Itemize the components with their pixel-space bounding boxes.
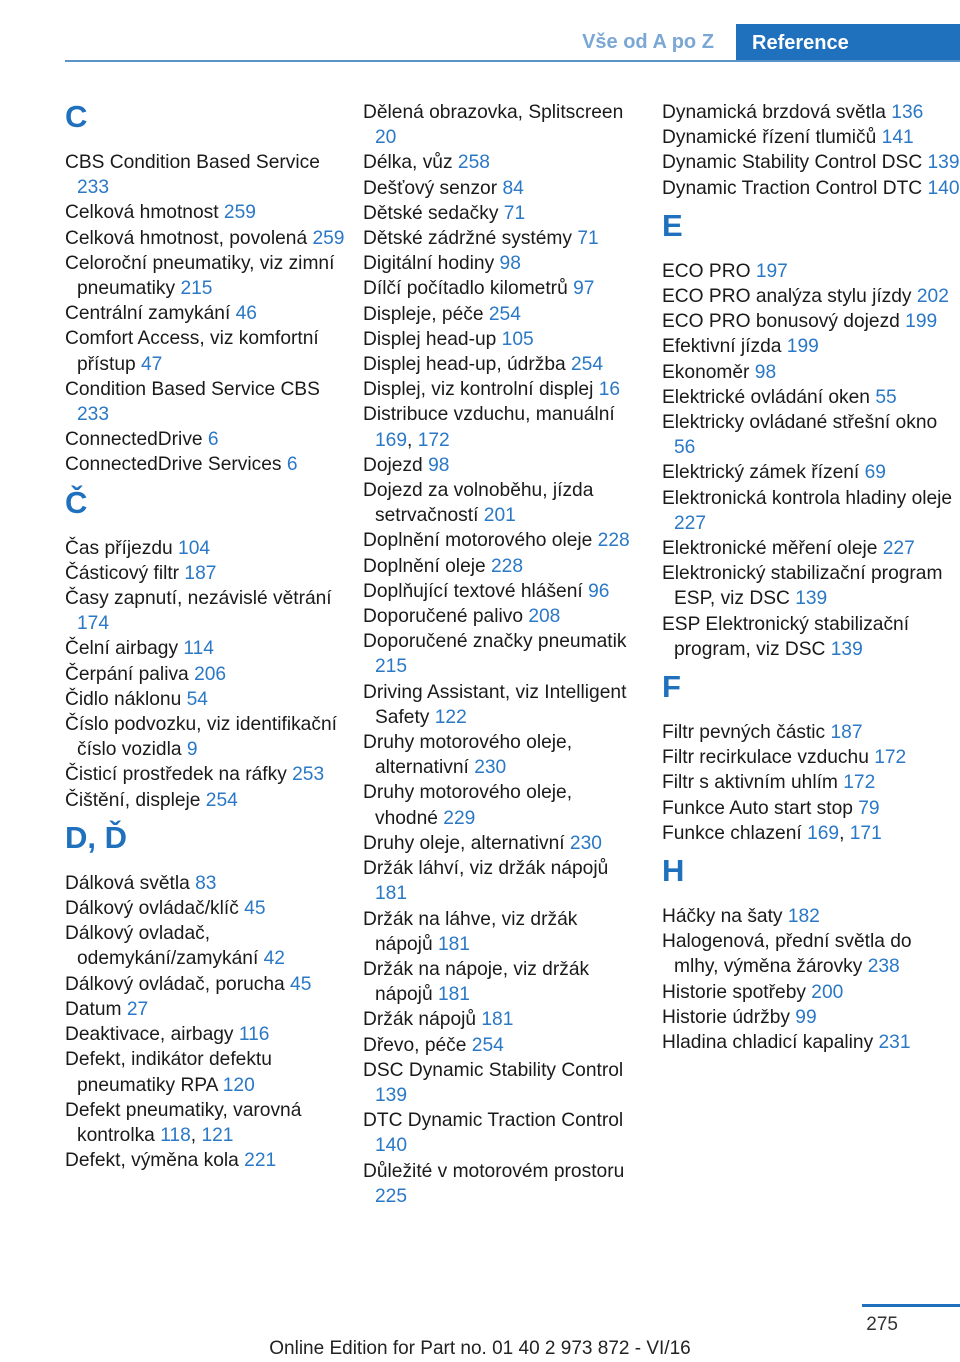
entry-text: Držák na láhve, viz držák nápojů [363,908,578,955]
index-entry [65,427,355,452]
index-entry [363,730,635,780]
page-link[interactable]: 105 [501,328,534,350]
index-entry [363,1033,635,1058]
index-entry [363,907,635,957]
index-entry [65,536,355,561]
page-link[interactable]: 181 [375,883,408,905]
index-entry [65,972,355,997]
entry-text: Dálkový ovládač/klíč [65,898,245,920]
entry-text: Držák láhví, viz držák nápojů [363,858,609,880]
index-entry [662,536,960,561]
page-link[interactable]: 254 [488,303,521,325]
index-entry [363,226,635,251]
index-entry [662,176,960,201]
page-link[interactable]: 253 [292,764,325,786]
page-link[interactable]: 182 [787,906,820,928]
page-link[interactable]: 98 [428,454,450,476]
index-entry [363,276,635,301]
index-entry [662,125,960,150]
page-separator: , [190,1124,202,1146]
entry-text: Funkce Auto start stop [662,797,859,819]
page-link[interactable]: 199 [786,336,819,358]
entry-text: Filtr s aktivním uhlím [662,772,844,794]
index-entry [65,997,355,1022]
entry-text: Celková hmotnost [65,202,224,224]
page-link[interactable]: 71 [577,228,599,250]
index-entry [65,251,355,301]
entry-text: Doporučené značky pneumatik [363,631,627,653]
page-link[interactable]: 84 [502,177,524,199]
entry-text: ConnectedDrive [65,429,208,451]
page-link[interactable]: 201 [483,505,516,527]
entry-text: Deaktivace, airbagy [65,1024,239,1046]
index-entry [65,377,355,427]
entry-text: ECO PRO analýza stylu jízdy [662,286,917,308]
page-link[interactable]: 259 [312,227,345,249]
section-letter: H [662,853,685,889]
index-entry [662,796,960,821]
index-entry [363,176,635,201]
index-entry [662,929,960,979]
index-entry [65,301,355,326]
index-entry [662,561,960,611]
index-entry [662,284,960,309]
page-link[interactable]: 169 [375,429,408,451]
page-link[interactable]: 27 [126,998,149,1020]
entry-text: Důležité v motorovém prostoru [363,1160,625,1182]
entry-text: Filtr pevných částic [662,722,831,744]
index-entry [662,385,960,410]
page-link[interactable]: 96 [588,580,610,602]
page-link[interactable]: 120 [222,1074,255,1096]
page-link[interactable]: 233 [77,177,110,199]
page-link[interactable]: 56 [674,437,696,459]
index-entry [65,1022,355,1047]
index-entry [65,921,355,971]
index-entry [662,904,960,929]
page-link[interactable]: 122 [434,706,467,728]
page-link[interactable]: 221 [244,1150,277,1172]
entry-text: Elektricky ovládané střešní okno [662,412,938,434]
index-entry [65,687,355,712]
entry-text: Hladina chladicí kapaliny [662,1032,879,1054]
entry-text: Dynamic Stability Control DSC [662,152,928,174]
page-link[interactable]: 238 [867,956,900,978]
index-entry [363,251,635,276]
page-link[interactable]: 187 [830,722,863,744]
page-link[interactable]: 54 [186,688,208,710]
page-link[interactable]: 42 [263,948,285,970]
page-link[interactable]: 254 [205,789,238,811]
page-link[interactable]: 206 [194,663,227,685]
page-link[interactable]: 215 [375,656,408,678]
entry-text: Druhy motorového oleje, vhodné [363,782,573,829]
edition-note: Online Edition for Part no. 01 40 2 973 872 - VI/16 [269,1338,691,1359]
page-link[interactable]: 208 [528,606,561,628]
page-separator: , [407,429,418,451]
page-link[interactable]: 46 [235,303,257,325]
index-entry [662,821,960,846]
page-link[interactable]: 172 [874,747,907,769]
index-section [662,209,960,662]
entry-text: Displeje, péče [363,303,489,325]
entry-text: Celoroční pneumatiky, viz zimní pneumatiky [65,252,335,300]
index-section [363,100,635,1209]
index-entry [65,871,355,896]
page-link[interactable]: 98 [499,253,521,275]
entry-text: Doplňující textové hlášení [363,580,589,602]
index-section [65,100,355,478]
index-entry [65,788,355,813]
page-link[interactable]: 140 [927,177,960,199]
entry-text: Čerpání paliva [65,663,195,685]
index-entry [65,586,355,636]
tab-reference[interactable]: Reference [736,24,960,62]
entry-text: Defekt, indikátor defektu pneumatiky RPA [65,1049,272,1096]
entry-text: Distribuce vzduchu, manuální [363,404,615,426]
entry-text: Displej, viz kontrolní displej [363,379,599,401]
page-link[interactable]: 136 [891,102,924,123]
entry-text: Driving Assistant, viz Intelligent Safety [363,681,627,728]
page-link[interactable]: 231 [878,1032,911,1054]
section-letter: E [662,207,683,243]
page-link[interactable]: 172 [843,772,876,794]
tab-section-title[interactable]: Vše od A po Z [582,31,714,53]
index-entry [363,478,635,528]
index-entry [363,377,635,402]
entry-text: Displej head-up, údržba [363,354,571,376]
index-section [662,670,960,846]
index-entry [662,720,960,745]
index-entry [662,460,960,485]
index-entry [363,302,635,327]
index-entry [65,452,355,477]
entry-text: Dojezd za volnoběhu, jízda setrvačností [363,480,594,527]
index-entry [662,486,960,536]
page-link[interactable]: 45 [244,898,266,920]
page-link[interactable]: 172 [417,429,450,451]
page-link[interactable]: 45 [290,973,312,995]
index-entry [363,402,635,452]
entry-text: Dálkový ovládač, porucha [65,973,291,995]
index-entry [662,309,960,334]
page-link[interactable]: 227 [674,512,707,534]
entry-text: DTC Dynamic Traction Control [363,1110,624,1132]
index-entry [662,1030,960,1055]
page-link[interactable]: 228 [597,530,630,552]
index-entry [65,896,355,921]
index-entry [65,1047,355,1097]
page-link[interactable]: 181 [481,1009,514,1031]
index-entry [363,957,635,1007]
entry-text: ECO PRO bonusový dojezd [662,311,906,333]
entry-text: CBS Condition Based Service [65,152,320,173]
entry-text: Čisticí prostředek na ráfky [65,764,293,786]
entry-text: Čelní airbagy [65,638,184,660]
page-link[interactable]: 20 [375,127,397,149]
index-entry [662,410,960,460]
page-link[interactable]: 215 [180,278,213,300]
entry-text: Háčky na šaty [662,906,788,928]
index-entry [662,745,960,770]
page-link[interactable]: 83 [195,872,217,894]
index-entry [363,554,635,579]
entry-text: Displej head-up [363,328,502,350]
index-section [65,486,355,813]
index-entry [363,856,635,906]
entry-text: Elektrický zámek řízení [662,462,865,484]
index-entry [65,561,355,586]
index-entry [65,636,355,661]
page-link[interactable]: 227 [882,538,915,560]
page-link[interactable]: 259 [223,202,256,224]
entry-text: ConnectedDrive Services [65,454,287,476]
entry-text: Dílčí počítadlo kilometrů [363,278,574,300]
entry-text: Filtr recirkulace vzduchu [662,747,875,769]
page-link[interactable]: 200 [811,981,844,1003]
page-separator: , [839,822,850,844]
page-link[interactable]: 139 [927,152,960,174]
entry-text: Dálková světla [65,872,196,894]
entry-text: Halogenová, přední světla do mlhy, výměna žárovky [662,931,912,978]
entry-text: Částicový filtr [65,562,185,584]
index-entry [363,453,635,478]
entry-text: Comfort Access, viz komfortní přístup [65,328,319,375]
index-entry [363,327,635,352]
index-entry [662,100,960,125]
page-link[interactable]: 199 [905,311,938,333]
footer-divider [862,1304,960,1307]
page-link[interactable]: 171 [849,822,882,844]
entry-text: Digitální hodiny [363,253,500,275]
page-link[interactable]: 71 [503,202,526,224]
page-link[interactable]: 202 [916,286,949,308]
entry-text: ESP Elektronický stabilizační program, viz DSC [662,613,910,660]
entry-text: Defekt pneumatiky, varovná kontrolka [65,1099,302,1146]
page-link[interactable]: 174 [77,613,110,635]
entry-text: Centrální zamykání [65,303,236,325]
entry-text: Dešťový senzor [363,177,503,199]
entry-text: DSC Dynamic Stability Control [363,1059,624,1081]
index-entry [65,1098,355,1148]
entry-text: Doplnění motorového oleje [363,530,598,552]
page-link[interactable]: 254 [471,1034,504,1056]
index-entry [363,352,635,377]
page-link[interactable]: 9 [186,739,198,761]
entry-text: Dětské zádržné systémy [363,228,578,250]
index-section [662,100,960,201]
page-link[interactable]: 47 [141,353,163,375]
entry-text: Historie spotřeby [662,981,812,1003]
index-entry [65,712,355,762]
page-link[interactable]: 187 [184,562,217,584]
entry-text: Dělená obrazovka, Splitscreen [363,102,624,123]
entry-text: Elektronická kontrola hladiny oleje [662,487,953,509]
index-entry [363,1108,635,1158]
index-entry [662,360,960,385]
entry-text: Délka, vůz [363,152,458,174]
page-link[interactable]: 169 [807,822,840,844]
page-link[interactable]: 230 [569,832,602,854]
index-entry [363,1159,635,1209]
index-column-2 [363,100,635,1209]
index-entry [363,680,635,730]
entry-text: Elektronický stabilizační program ESP, viz DSC [662,563,943,610]
page-link[interactable]: 181 [437,984,470,1006]
page-link[interactable]: 118 [160,1124,191,1146]
entry-text: Elektrické ovládání oken [662,386,876,408]
page-link[interactable]: 98 [754,361,777,383]
page-link[interactable]: 16 [598,379,621,401]
entry-text: Dětské sedačky [363,202,504,224]
index-entry [65,762,355,787]
index-entry [662,980,960,1005]
page-link[interactable]: 228 [491,555,524,577]
entry-text: Číslo podvozku, viz identifikační číslo vozidla [65,714,337,761]
page-link[interactable]: 139 [375,1084,408,1106]
entry-text: Ekonoměr [662,361,755,383]
entry-text: Celková hmotnost, povolená [65,227,313,249]
index-entry [363,579,635,604]
entry-text: Dojezd [363,454,429,476]
page-link[interactable]: 114 [183,638,214,660]
index-section [65,821,355,1173]
entry-text: Condition Based Service CBS [65,378,320,400]
page-link[interactable]: 97 [573,278,595,300]
entry-text: Dynamická brzdová světla [662,102,892,123]
index-entry [662,612,960,662]
header-divider [65,60,960,62]
entry-text: Dálkový ovladač, odemykání/zamykání [65,923,264,970]
page-link[interactable]: 69 [864,462,886,484]
index-entry [363,100,635,150]
entry-text: Datum [65,998,127,1020]
page-link[interactable]: 79 [858,797,880,819]
entry-text: Dynamic Traction Control DTC [662,177,928,199]
index-entry [662,770,960,795]
section-letter: C [65,99,88,134]
entry-text: Držák na nápoje, viz držák nápojů [363,958,590,1006]
index-entry [662,1005,960,1030]
index-column-3 [662,100,960,1055]
index-entry [662,334,960,359]
index-entry [363,1058,635,1108]
index-entry [65,326,355,376]
page-link[interactable]: 104 [178,537,211,559]
index-entry [363,528,635,553]
entry-text: Čidlo náklonu [65,688,187,710]
entry-text: Historie údržby [662,1006,796,1028]
page-link[interactable]: 230 [474,757,507,779]
header-bar [0,0,960,62]
section-letter: D, Ď [65,819,127,855]
index-entry [65,200,355,225]
section-letter: F [662,669,681,705]
index-entry [65,662,355,687]
entry-text: ECO PRO [662,260,756,282]
page-link[interactable]: 254 [571,354,604,376]
page-link[interactable]: 55 [875,386,897,408]
entry-text: Dřevo, péče [363,1034,472,1056]
entry-text: Funkce chlazení [662,822,808,844]
entry-text: Druhy oleje, alternativní [363,832,570,854]
index-entry [65,226,355,251]
page-link[interactable]: 139 [795,588,828,610]
index-entry [363,1007,635,1032]
entry-text: Druhy motorového oleje, alternativní [363,732,573,779]
index-entry [65,1148,355,1173]
section-letter: Č [65,484,88,520]
page-number: 275 [866,1314,898,1335]
index-entry [363,201,635,226]
index-entry [363,780,635,830]
index-entry [363,831,635,856]
page-link[interactable]: 6 [286,454,298,476]
page-link[interactable]: 225 [375,1185,408,1207]
page-link[interactable]: 141 [881,127,914,149]
entry-text: Doplnění oleje [363,555,492,577]
entry-text: Držák nápojů [363,1009,482,1031]
page-link[interactable]: 140 [375,1135,408,1157]
entry-text: Časy zapnutí, nezávislé větrání [65,588,332,610]
page-link[interactable]: 258 [457,152,490,174]
page-link[interactable]: 181 [437,933,470,955]
index-entry [65,150,355,200]
entry-text: Doporučené palivo [363,606,529,628]
page-link[interactable]: 197 [755,260,788,282]
index-entry [363,150,635,175]
index-entry [363,604,635,629]
index-entry [662,150,960,175]
page-link[interactable]: 116 [238,1024,270,1046]
page-link[interactable]: 229 [443,807,476,829]
page-link[interactable]: 139 [830,638,863,660]
entry-text: Dynamické řízení tlumičů [662,127,882,149]
index-section [662,854,960,1055]
entry-text: Elektronické měření oleje [662,538,883,560]
page-link[interactable]: 6 [207,429,219,451]
index-column-1 [65,100,355,1173]
entry-text: Efektivní jízda [662,336,787,358]
entry-text: Čištění, displeje [65,789,206,811]
page-link[interactable]: 121 [201,1124,234,1146]
page-link[interactable]: 233 [77,404,110,426]
page-link[interactable]: 99 [795,1006,817,1028]
entry-text: Čas příjezdu [65,537,179,559]
index-entry [662,259,960,284]
entry-text: Defekt, výměna kola [65,1150,245,1172]
index-entry [363,629,635,679]
